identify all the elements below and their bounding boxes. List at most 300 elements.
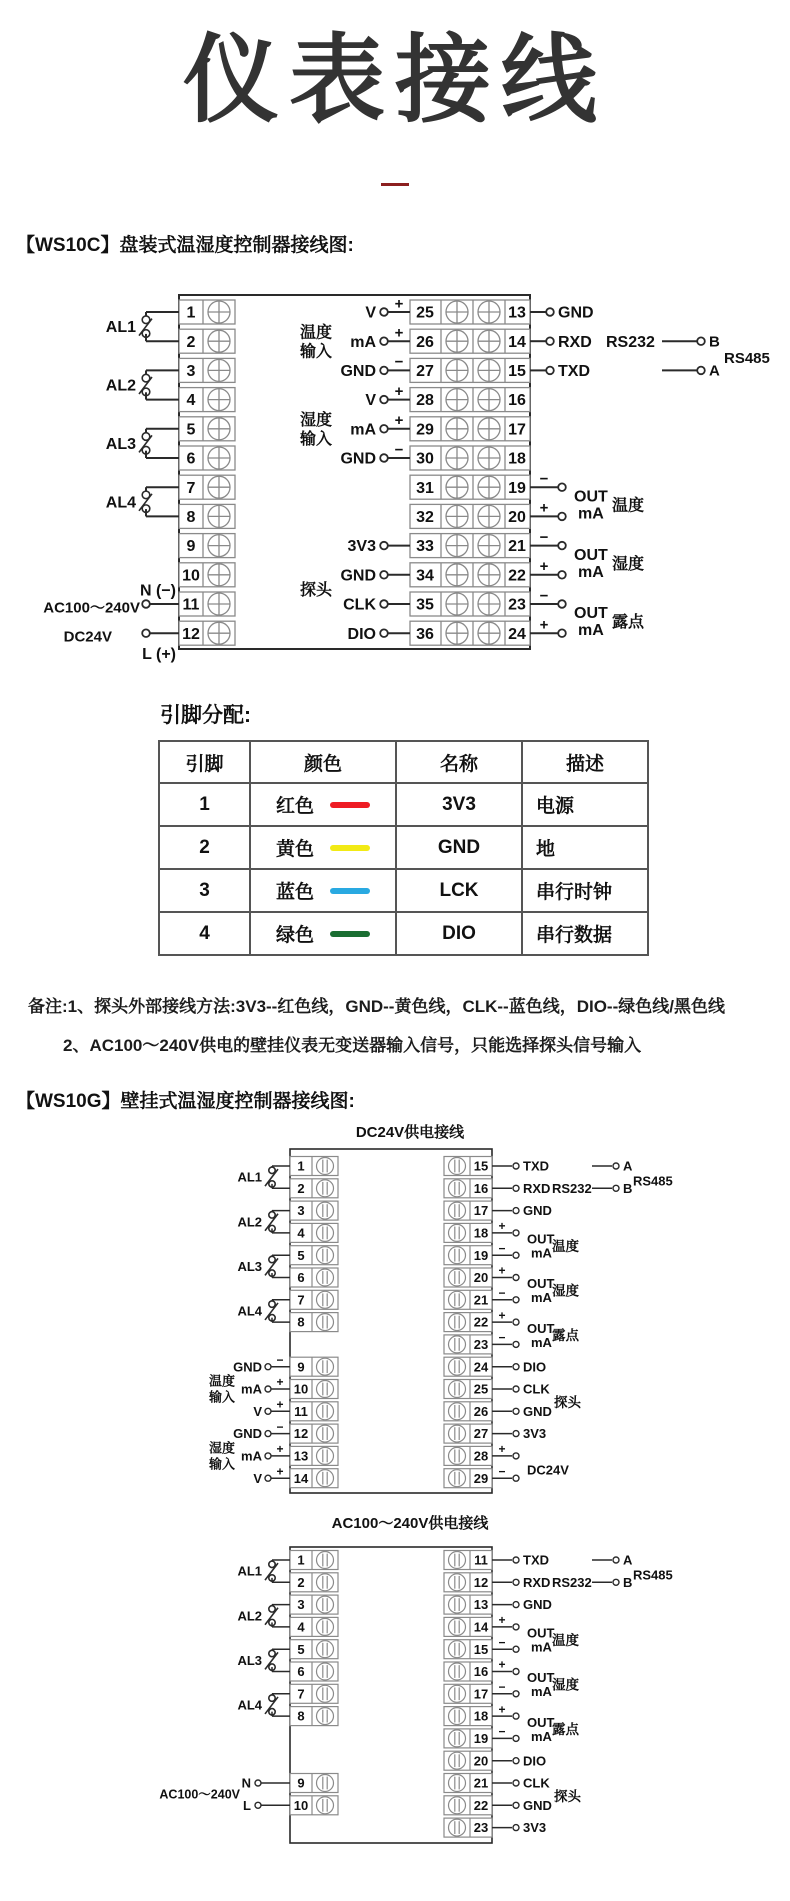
polarity-sign: + xyxy=(498,1308,506,1323)
pin-number: 18 xyxy=(508,450,526,468)
group-label: 输入 xyxy=(299,430,333,448)
pin-number: 18 xyxy=(473,1708,489,1724)
power-source-label: AC100～240V xyxy=(159,1787,240,1802)
connector-dot xyxy=(269,1301,275,1307)
polarity-sign: + xyxy=(498,1442,506,1457)
connector-dot xyxy=(513,1230,519,1236)
signal-label: TXD xyxy=(523,1158,549,1174)
output-name: 露点 xyxy=(552,1721,579,1737)
pin-cell: 1 xyxy=(159,783,250,826)
group-label: 输入 xyxy=(208,1389,236,1405)
connector-dot xyxy=(269,1695,275,1701)
group-label: 湿度 xyxy=(299,411,333,429)
color-swatch-icon xyxy=(330,888,370,894)
pin-number: 20 xyxy=(473,1270,489,1286)
pin-number: 13 xyxy=(508,304,526,322)
pin-number: 12 xyxy=(182,625,200,643)
pin-number: 21 xyxy=(508,538,526,556)
pin-number: 10 xyxy=(293,1797,309,1813)
power-terminal-label: L (+) xyxy=(142,645,176,663)
bus-pin-label: B xyxy=(623,1574,633,1590)
pin-number: 3 xyxy=(297,1597,305,1613)
connector-dot xyxy=(546,367,554,375)
connector-dot xyxy=(269,1212,275,1218)
ws10g-diagram-group xyxy=(208,1149,673,1493)
note-line-1: 备注:1、探头外部接线方法:3V3--红色线，GND--黄色线，CLK--蓝色线，DIO--绿色线/黑色线 xyxy=(28,997,725,1016)
bus-label: RS485 xyxy=(633,1567,673,1583)
pin-number: 35 xyxy=(416,596,434,614)
ws10g-section-heading: 【WS10G】壁挂式温湿度控制器接线图: xyxy=(16,1091,355,1112)
signal-label: V xyxy=(365,304,376,322)
connector-dot xyxy=(380,629,388,637)
dc24v-diagram-subtitle: DC24V供电接线 xyxy=(355,1124,465,1141)
pin-number: 16 xyxy=(473,1664,489,1680)
output-name: 露点 xyxy=(552,1327,579,1343)
power-source-label: DC24V xyxy=(63,628,112,646)
pin-number: 16 xyxy=(508,392,526,410)
pin-number: 18 xyxy=(473,1225,489,1241)
output-label: OUT xyxy=(527,1231,555,1247)
connector-dot xyxy=(613,1557,619,1563)
signal-label: GND xyxy=(523,1203,552,1219)
pin-number: 19 xyxy=(473,1730,489,1746)
table-row xyxy=(159,783,648,826)
polarity-sign: + xyxy=(394,412,404,430)
connector-dot xyxy=(269,1256,275,1262)
pin-table-heading: 引脚分配: xyxy=(160,704,251,727)
signal-label: CLK xyxy=(523,1775,550,1791)
ws10g-ac-wiring-diagram xyxy=(0,1540,790,1870)
connector-dot xyxy=(546,308,554,316)
group-label: 探头 xyxy=(299,582,333,599)
connector-dot xyxy=(269,1606,275,1612)
color-cell xyxy=(250,783,396,826)
group-label: 温度 xyxy=(299,324,333,342)
signal-label: V xyxy=(365,392,376,410)
pin-number: 11 xyxy=(182,596,200,614)
bus-pin-label: B xyxy=(709,333,720,351)
pin-number: 4 xyxy=(297,1619,305,1635)
signal-label: V xyxy=(253,1403,262,1419)
table-header: 名称 xyxy=(396,741,522,783)
ac-diagram-subtitle: AC100～240V供电接线 xyxy=(331,1515,489,1532)
description-cell: 电源 xyxy=(522,783,648,826)
connector-dot xyxy=(265,1408,271,1414)
connector-dot xyxy=(558,600,566,608)
connector-dot xyxy=(513,1185,519,1191)
polarity-sign: + xyxy=(498,1263,506,1278)
connector-dot xyxy=(558,542,566,550)
polarity-sign: + xyxy=(539,616,549,634)
pin-number: 25 xyxy=(416,304,434,322)
power-terminal-label: N (−) xyxy=(140,582,176,600)
output-name: 温度 xyxy=(612,497,645,515)
connector-dot xyxy=(380,308,388,316)
description-cell: 串行时钟 xyxy=(522,869,648,912)
ws10g-dc24v-wiring-diagram xyxy=(0,1140,790,1512)
bus-label: RS232 xyxy=(552,1180,592,1196)
table-row xyxy=(159,869,648,912)
signal-label: GND xyxy=(233,1426,262,1442)
polarity-sign: + xyxy=(498,1702,506,1717)
pin-number: 17 xyxy=(508,421,526,439)
signal-label: 3V3 xyxy=(523,1820,547,1836)
connector-dot xyxy=(142,600,150,608)
pin-number: 8 xyxy=(186,509,196,526)
connector-dot xyxy=(269,1167,275,1173)
connector-dot xyxy=(380,454,388,462)
note-line-2: 2、AC100～240V供电的壁挂仪表无变送器输入信号，只能选择探头信号输入 xyxy=(63,1036,642,1055)
description-cell: 地 xyxy=(522,826,648,869)
table-row xyxy=(159,912,648,955)
alarm-label: AL2 xyxy=(105,377,136,395)
connector-dot xyxy=(697,337,705,345)
pin-number: 15 xyxy=(473,1641,489,1657)
color-swatch-icon xyxy=(330,802,370,808)
pin-number: 12 xyxy=(293,1426,309,1442)
output-unit: mA xyxy=(531,1245,552,1261)
connector-dot xyxy=(513,1275,519,1281)
pin-number: 2 xyxy=(297,1574,305,1590)
output-name: 湿度 xyxy=(612,555,645,573)
polarity-sign: − xyxy=(498,1241,506,1256)
pin-number: 20 xyxy=(508,509,526,526)
pin-number: 5 xyxy=(297,1641,305,1657)
polarity-sign: + xyxy=(394,382,404,400)
pin-number: 27 xyxy=(473,1426,489,1442)
pin-number: 5 xyxy=(186,421,196,439)
pin-number: 33 xyxy=(416,538,434,556)
pin-number: 13 xyxy=(473,1597,489,1613)
pin-number: 13 xyxy=(293,1448,309,1464)
connector-dot xyxy=(513,1758,519,1764)
connector-dot xyxy=(513,1408,519,1414)
alarm-label: AL3 xyxy=(237,1258,262,1274)
pin-number: 2 xyxy=(297,1180,305,1196)
connector-dot xyxy=(513,1802,519,1808)
pin-number: 10 xyxy=(293,1381,309,1397)
pin-number: 8 xyxy=(297,1314,305,1330)
pin-number: 17 xyxy=(473,1203,489,1219)
bus-label: RS485 xyxy=(633,1173,673,1189)
pin-number: 14 xyxy=(293,1470,309,1486)
connector-dot xyxy=(513,1579,519,1585)
signal-name-cell: 3V3 xyxy=(396,783,522,826)
pin-number: 12 xyxy=(473,1574,489,1590)
description-cell: 串行数据 xyxy=(522,912,648,955)
signal-label: DIO xyxy=(347,625,376,643)
pin-number: 7 xyxy=(186,479,196,497)
polarity-sign: − xyxy=(394,441,404,459)
color-cell xyxy=(250,869,396,912)
pin-number: 20 xyxy=(473,1753,489,1769)
signal-label: 3V3 xyxy=(347,538,376,556)
polarity-sign: + xyxy=(276,1397,284,1412)
signal-label: GND xyxy=(523,1597,552,1613)
connector-dot xyxy=(558,483,566,491)
signal-name-cell: DIO xyxy=(396,912,522,955)
page-title: 仪表接线 xyxy=(183,27,607,134)
alarm-label: AL1 xyxy=(237,1563,262,1579)
power-source-label: AC100～240V xyxy=(43,599,140,617)
alarm-label: AL2 xyxy=(237,1214,262,1230)
power-terminal-label: L xyxy=(243,1797,251,1813)
alarm-label: AL3 xyxy=(105,436,136,453)
polarity-sign: + xyxy=(276,1442,284,1457)
color-cell-content xyxy=(251,920,395,947)
pin-number: 6 xyxy=(186,450,196,468)
connector-dot xyxy=(255,1780,261,1786)
color-label: 绿色 xyxy=(275,925,314,946)
pin-number: 27 xyxy=(416,363,434,380)
pin-number: 10 xyxy=(182,567,200,585)
connector-dot xyxy=(697,367,705,375)
pin-number: 16 xyxy=(473,1180,489,1196)
signal-label: DIO xyxy=(523,1359,547,1375)
connector-dot xyxy=(380,367,388,375)
pin-number: 1 xyxy=(186,304,196,322)
connector-dot xyxy=(513,1364,519,1370)
pin-number: 30 xyxy=(416,450,434,468)
output-name: 露点 xyxy=(612,614,645,632)
group-label: 输入 xyxy=(299,343,333,361)
color-cell-content xyxy=(251,834,395,861)
polarity-sign: + xyxy=(276,1375,284,1390)
connector-dot xyxy=(513,1319,519,1325)
connector-dot xyxy=(513,1386,519,1392)
pin-assignment-table xyxy=(158,740,649,956)
pin-number: 32 xyxy=(416,509,434,526)
pin-number: 4 xyxy=(186,392,196,410)
signal-label: RXD xyxy=(558,333,592,351)
connector-dot xyxy=(380,337,388,345)
connector-dot xyxy=(380,542,388,550)
polarity-sign: − xyxy=(276,1419,284,1434)
pin-number: 24 xyxy=(473,1359,489,1375)
signal-label: mA xyxy=(350,421,376,439)
connector-dot xyxy=(380,600,388,608)
group-label: 湿度 xyxy=(208,1440,236,1456)
table-header: 颜色 xyxy=(250,741,396,783)
bus-pin-label: A xyxy=(623,1158,633,1174)
pin-number: 34 xyxy=(416,567,434,585)
pin-number: 22 xyxy=(473,1314,489,1330)
pin-number: 22 xyxy=(508,567,526,585)
polarity-sign: − xyxy=(498,1635,506,1650)
output-unit: mA xyxy=(578,505,604,523)
signal-label: GND xyxy=(340,450,376,468)
signal-name-cell: GND xyxy=(396,826,522,869)
table-row xyxy=(159,826,648,869)
polarity-sign: − xyxy=(276,1352,284,1367)
alarm-label: AL4 xyxy=(237,1303,262,1319)
connector-dot xyxy=(558,513,566,521)
output-name: 温度 xyxy=(552,1632,579,1648)
connector-dot xyxy=(265,1386,271,1392)
probe-label: 探头 xyxy=(554,1394,581,1410)
signal-label: CLK xyxy=(523,1381,550,1397)
pin-number: 23 xyxy=(473,1336,489,1352)
signal-label: TXD xyxy=(523,1552,549,1568)
connector-dot xyxy=(513,1163,519,1169)
pin-number: 14 xyxy=(508,333,526,351)
connector-dot xyxy=(265,1475,271,1481)
pin-number: 26 xyxy=(473,1403,489,1419)
pin-number: 3 xyxy=(186,363,196,380)
signal-label: GND xyxy=(340,363,376,380)
connector-dot xyxy=(265,1453,271,1459)
output-name: 湿度 xyxy=(552,1283,579,1299)
polarity-sign: − xyxy=(498,1286,506,1300)
pin-number: 7 xyxy=(297,1292,305,1308)
color-cell xyxy=(250,912,396,955)
connector-dot xyxy=(513,1825,519,1831)
pin-number: 21 xyxy=(473,1775,489,1791)
connector-dot xyxy=(513,1713,519,1719)
pin-number: 36 xyxy=(416,625,434,643)
pin-number: 21 xyxy=(473,1292,489,1308)
pin-number: 15 xyxy=(508,363,526,380)
connector-dot xyxy=(558,629,566,637)
pin-number: 1 xyxy=(297,1158,305,1174)
polarity-sign: − xyxy=(498,1330,506,1345)
signal-label: GND xyxy=(233,1359,262,1375)
output-unit: mA xyxy=(531,1728,552,1744)
polarity-sign: + xyxy=(394,295,404,313)
color-swatch-icon xyxy=(330,931,370,937)
signal-label: TXD xyxy=(558,363,590,380)
output-unit: mA xyxy=(531,1290,552,1306)
polarity-sign: + xyxy=(276,1464,284,1479)
signal-label: mA xyxy=(241,1381,262,1397)
pin-number: 28 xyxy=(473,1448,489,1464)
pin-cell: 3 xyxy=(159,869,250,912)
pin-number: 19 xyxy=(508,479,526,497)
pin-number: 22 xyxy=(473,1797,489,1813)
connector-dot xyxy=(513,1602,519,1608)
polarity-sign: − xyxy=(539,528,549,546)
pin-number: 17 xyxy=(473,1686,489,1702)
pin-cell: 2 xyxy=(159,826,250,869)
polarity-sign: + xyxy=(498,1657,506,1672)
signal-name-cell: LCK xyxy=(396,869,522,912)
pin-number: 5 xyxy=(297,1247,305,1263)
connector-dot xyxy=(546,337,554,345)
polarity-sign: − xyxy=(539,587,549,605)
output-label: OUT xyxy=(527,1276,555,1292)
color-cell-content xyxy=(251,877,395,904)
signal-label: CLK xyxy=(343,596,376,614)
bus-pin-label: B xyxy=(623,1180,633,1196)
pin-number: 11 xyxy=(474,1552,488,1568)
pin-number: 3 xyxy=(297,1203,305,1219)
pin-number: 2 xyxy=(186,333,196,351)
probe-label: 探头 xyxy=(554,1788,581,1804)
output-name: 温度 xyxy=(552,1238,579,1254)
connector-dot xyxy=(513,1252,519,1258)
connector-dot xyxy=(513,1557,519,1563)
pin-number: 6 xyxy=(297,1270,305,1286)
pin-number: 11 xyxy=(294,1403,308,1419)
pin-number: 9 xyxy=(297,1359,305,1375)
pin-number: 4 xyxy=(297,1225,305,1241)
bus-pin-label: A xyxy=(709,362,720,380)
pin-number: 15 xyxy=(473,1158,489,1174)
polarity-sign: + xyxy=(539,558,549,576)
pin-number: 9 xyxy=(186,538,196,556)
signal-label: DIO xyxy=(523,1753,547,1769)
polarity-sign: − xyxy=(498,1464,506,1479)
table-header-row xyxy=(159,741,648,783)
signal-label: mA xyxy=(241,1448,262,1464)
connector-dot xyxy=(513,1208,519,1214)
connector-dot xyxy=(513,1475,519,1481)
pin-number: 29 xyxy=(473,1470,489,1486)
ws10c-wiring-diagram xyxy=(0,280,790,665)
pin-number: 25 xyxy=(473,1381,489,1397)
output-unit: mA xyxy=(531,1684,552,1700)
polarity-sign: − xyxy=(498,1724,506,1739)
ws10c-diagram-group xyxy=(43,295,770,663)
color-cell xyxy=(250,826,396,869)
ws10g-diagram-group xyxy=(159,1547,672,1843)
output-name: 湿度 xyxy=(552,1677,579,1693)
pin-number: 1 xyxy=(297,1552,305,1568)
connector-dot xyxy=(558,571,566,579)
output-label: OUT xyxy=(574,546,608,564)
signal-label: RXD xyxy=(523,1180,551,1196)
power-terminal-label: N xyxy=(241,1775,251,1791)
polarity-sign: + xyxy=(498,1219,506,1234)
output-label: OUT xyxy=(527,1625,555,1641)
signal-label: 3V3 xyxy=(523,1426,547,1442)
alarm-label: AL4 xyxy=(105,494,136,512)
connector-dot xyxy=(513,1735,519,1741)
connector-dot xyxy=(513,1691,519,1697)
color-label: 红色 xyxy=(275,796,314,817)
pin-number: 8 xyxy=(297,1708,305,1724)
title-underline xyxy=(381,183,409,186)
connector-dot xyxy=(513,1297,519,1303)
connector-dot xyxy=(513,1646,519,1652)
pin-number: 19 xyxy=(473,1247,489,1263)
bus-label: RS232 xyxy=(552,1574,592,1590)
output-label: OUT xyxy=(527,1320,555,1336)
connector-dot xyxy=(380,396,388,404)
connector-dot xyxy=(265,1364,271,1370)
group-label: 输入 xyxy=(208,1456,236,1472)
polarity-sign: − xyxy=(498,1680,506,1694)
pin-number: 7 xyxy=(297,1686,305,1702)
connector-dot xyxy=(513,1624,519,1630)
polarity-sign: + xyxy=(539,499,549,517)
connector-dot xyxy=(269,1650,275,1656)
ws10c-section-heading: 【WS10C】盘装式温湿度控制器接线图: xyxy=(16,235,354,256)
pin-number: 26 xyxy=(416,333,434,351)
color-label: 蓝色 xyxy=(275,882,314,903)
signal-label: GND xyxy=(558,304,594,322)
polarity-sign: − xyxy=(394,353,404,371)
connector-dot xyxy=(513,1431,519,1437)
output-unit: mA xyxy=(578,563,604,581)
output-label: OUT xyxy=(527,1670,555,1686)
bus-label: RS485 xyxy=(724,350,770,368)
pin-number: 14 xyxy=(473,1619,489,1635)
signal-label: mA xyxy=(350,333,376,351)
connector-dot xyxy=(265,1431,271,1437)
alarm-label: AL1 xyxy=(105,319,136,337)
pin-number: 24 xyxy=(508,625,526,643)
